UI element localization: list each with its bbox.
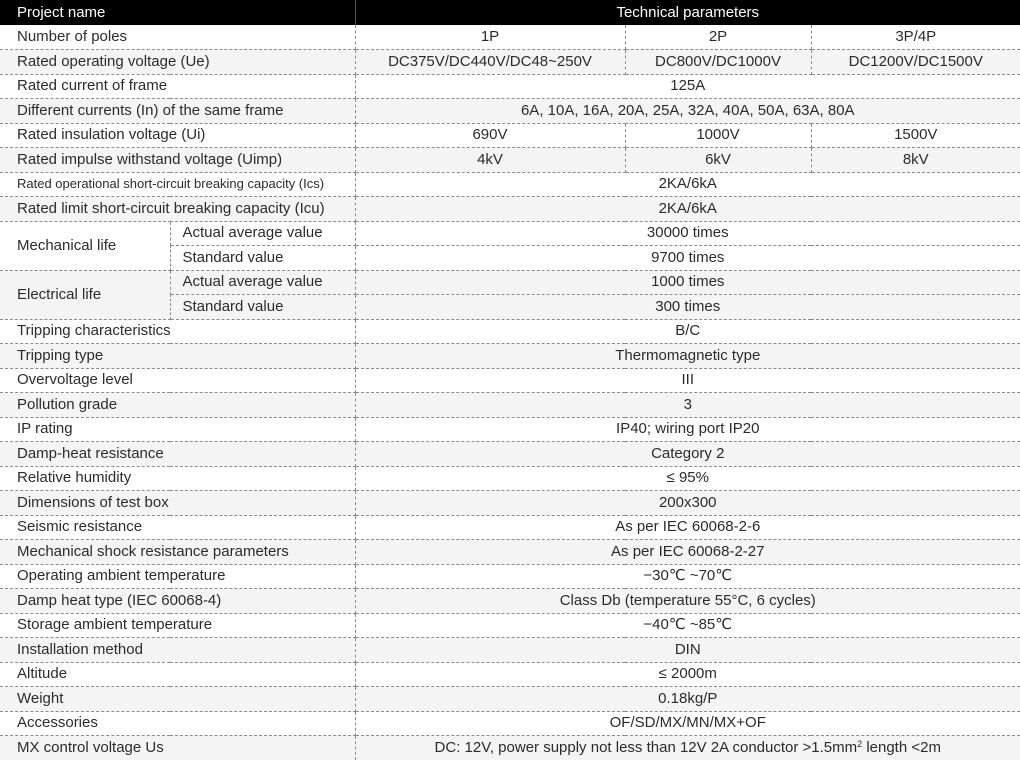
row-value: Class Db (temperature 55°C, 6 cycles) — [355, 589, 1020, 614]
row-label: Storage ambient temperature — [0, 613, 355, 638]
row-value: 1000 times — [355, 270, 1020, 295]
value-2p: DC800V/DC1000V — [625, 50, 811, 75]
row-label: IP rating — [0, 417, 355, 442]
value-3p4p: DC1200V/DC1500V — [811, 50, 1020, 75]
mx-voltage-text-b: length <2m — [862, 739, 941, 756]
row-label: Rated current of frame — [0, 74, 355, 99]
row-label: Altitude — [0, 662, 355, 687]
value-2p: 6kV — [625, 148, 811, 173]
value-1p: 1P — [355, 25, 625, 50]
row-sub-label: Actual average value — [170, 270, 355, 295]
row-label: MX control voltage Us — [0, 736, 355, 760]
table-row-electrical-life-actual — [0, 270, 1020, 295]
value-2p: 2P — [625, 25, 811, 50]
table-header-row — [0, 0, 1020, 25]
row-value: 9700 times — [355, 246, 1020, 271]
row-value: −40℃ ~85℃ — [355, 613, 1020, 638]
row-value: 125A — [355, 74, 1020, 99]
table-row-rated-current-of-frame — [0, 74, 1020, 99]
table-row-relative-humidity — [0, 466, 1020, 491]
table-row-ics — [0, 172, 1020, 197]
row-value: III — [355, 368, 1020, 393]
row-label: Number of poles — [0, 25, 355, 50]
row-value: 2KA/6kA — [355, 172, 1020, 197]
value-1p: 4kV — [355, 148, 625, 173]
row-label: Different currents (In) of the same frame — [0, 99, 355, 124]
table-row-operating-temperature — [0, 564, 1020, 589]
table-row-damp-heat-type — [0, 589, 1020, 614]
table-row-test-box — [0, 491, 1020, 516]
row-value: IP40; wiring port IP20 — [355, 417, 1020, 442]
row-value: As per IEC 60068-2-27 — [355, 540, 1020, 565]
row-value: DIN — [355, 638, 1020, 663]
row-sub-label: Standard value — [170, 246, 355, 271]
value-3p4p: 3P/4P — [811, 25, 1020, 50]
value-1p: 690V — [355, 123, 625, 148]
row-label: Seismic resistance — [0, 515, 355, 540]
table-row-mx-control-voltage — [0, 736, 1020, 760]
row-label: Overvoltage level — [0, 368, 355, 393]
row-value: 200x300 — [355, 491, 1020, 516]
row-label: Rated operating voltage (Ue) — [0, 50, 355, 75]
row-label: Accessories — [0, 711, 355, 736]
row-label: Rated limit short-circuit breaking capacity (Icu) — [0, 197, 355, 222]
row-label: Damp heat type (IEC 60068-4) — [0, 589, 355, 614]
row-value: OF/SD/MX/MN/MX+OF — [355, 711, 1020, 736]
header-technical-parameters: Technical parameters — [355, 0, 1020, 25]
row-sub-label: Actual average value — [170, 221, 355, 246]
row-value: 6A, 10A, 16A, 20A, 25A, 32A, 40A, 50A, 63A, 80A — [355, 99, 1020, 124]
row-label: Relative humidity — [0, 466, 355, 491]
row-label: Mechanical shock resistance parameters — [0, 540, 355, 565]
row-label: Rated impulse withstand voltage (Uimp) — [0, 148, 355, 173]
table-row-icu — [0, 197, 1020, 222]
row-label: Pollution grade — [0, 393, 355, 418]
table-row-installation-method — [0, 638, 1020, 663]
value-3p4p: 8kV — [811, 148, 1020, 173]
row-label: Tripping characteristics — [0, 319, 355, 344]
row-value: ≤ 95% — [355, 466, 1020, 491]
row-label: Damp-heat resistance — [0, 442, 355, 467]
table-row-different-currents — [0, 99, 1020, 124]
value-2p: 1000V — [625, 123, 811, 148]
row-value: Category 2 — [355, 442, 1020, 467]
row-label: Rated insulation voltage (Ui) — [0, 123, 355, 148]
table-row-tripping-type — [0, 344, 1020, 369]
row-value: ≤ 2000m — [355, 662, 1020, 687]
row-value: As per IEC 60068-2-6 — [355, 515, 1020, 540]
table-row-rated-impulse-withstand-voltage — [0, 148, 1020, 173]
row-label: Operating ambient temperature — [0, 564, 355, 589]
table-row-tripping-characteristics — [0, 319, 1020, 344]
mx-voltage-superscript: 2 — [857, 739, 863, 749]
table-row-pollution-grade — [0, 393, 1020, 418]
row-label: Tripping type — [0, 344, 355, 369]
row-value: 0.18kg/P — [355, 687, 1020, 712]
row-group-label: Electrical life — [0, 270, 170, 319]
table-row-damp-heat-resistance — [0, 442, 1020, 467]
value-1p: DC375V/DC440V/DC48~250V — [355, 50, 625, 75]
row-value: 2KA/6kA — [355, 197, 1020, 222]
row-value: 30000 times — [355, 221, 1020, 246]
row-value: −30℃ ~70℃ — [355, 564, 1020, 589]
row-value: 3 — [355, 393, 1020, 418]
mx-voltage-text-a: DC: 12V, power supply not less than 12V 2A conductor >1.5mm — [434, 739, 858, 756]
row-label: Rated operational short-circuit breaking capacity (Ics) — [0, 172, 355, 197]
table-row-rated-insulation-voltage — [0, 123, 1020, 148]
table-row-accessories — [0, 711, 1020, 736]
table-row-number-of-poles — [0, 25, 1020, 50]
row-label: Installation method — [0, 638, 355, 663]
table-row-seismic-resistance — [0, 515, 1020, 540]
table-row-mechanical-life-actual — [0, 221, 1020, 246]
row-value: Thermomagnetic type — [355, 344, 1020, 369]
table-row-weight — [0, 687, 1020, 712]
header-project-name: Project name — [0, 0, 355, 25]
row-value — [355, 736, 1020, 760]
row-value: 300 times — [355, 295, 1020, 320]
row-sub-label: Standard value — [170, 295, 355, 320]
row-label: Dimensions of test box — [0, 491, 355, 516]
row-group-label: Mechanical life — [0, 221, 170, 270]
table-row-ip-rating — [0, 417, 1020, 442]
value-3p4p: 1500V — [811, 123, 1020, 148]
row-value: B/C — [355, 319, 1020, 344]
table-row-storage-temperature — [0, 613, 1020, 638]
table-row-altitude — [0, 662, 1020, 687]
row-label: Weight — [0, 687, 355, 712]
table-row-rated-operating-voltage — [0, 50, 1020, 75]
table-row-overvoltage-level — [0, 368, 1020, 393]
table-row-mechanical-shock — [0, 540, 1020, 565]
